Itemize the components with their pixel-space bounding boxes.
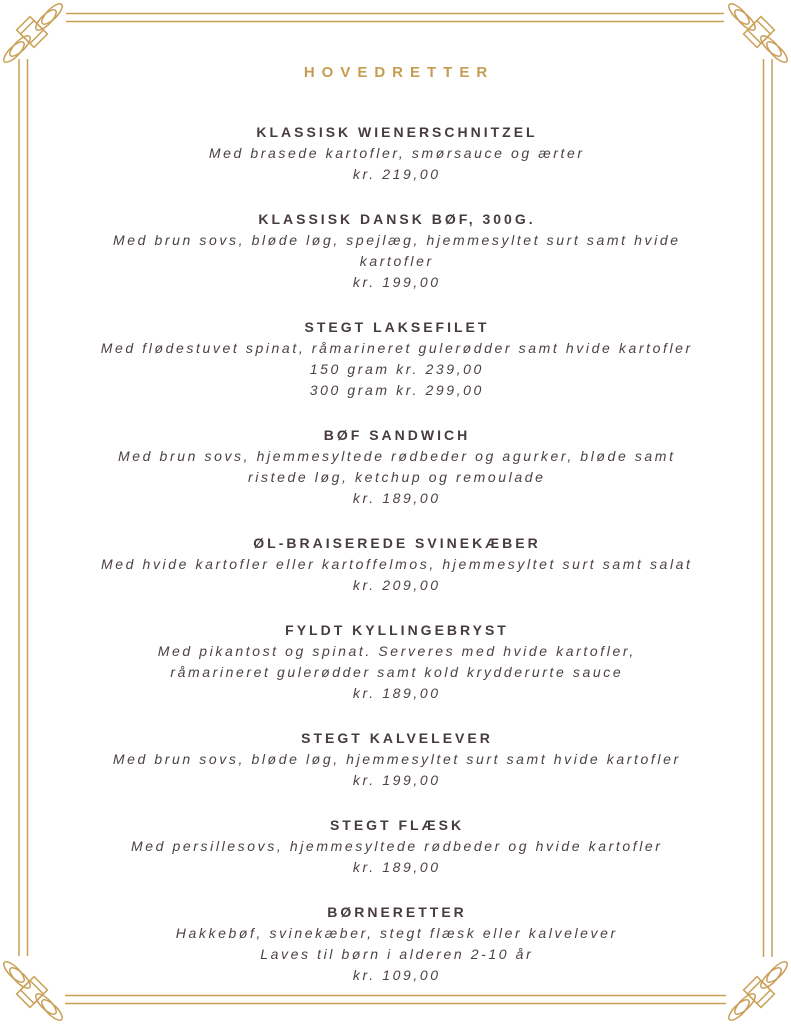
menu-item-name: KLASSISK DANSK BØF, 300G.: [258, 211, 536, 227]
menu-item-price: kr. 219,00: [352, 166, 441, 182]
menu-item-prices: [46, 683, 746, 704]
menu-item-price: kr. 189,00: [352, 685, 441, 701]
menu-item-price: kr. 109,00: [352, 967, 441, 983]
menu-item-description: [46, 641, 746, 683]
menu-item-description: [46, 338, 746, 359]
menu-item-description-line: Med brun sovs, bløde løg, hjemmesyltet surt samt hvide kartofler: [112, 751, 681, 767]
menu-item-price: 300 gram kr. 299,00: [309, 382, 484, 398]
menu-item-name: BØRNERETTER: [327, 904, 467, 920]
menu-item-description-line: kartofler: [359, 253, 434, 269]
menu-item-price: kr. 189,00: [352, 490, 441, 506]
menu-item-description-line: Laves til børn i alderen 2-10 år: [260, 946, 534, 962]
menu-item: [46, 815, 746, 878]
menu-item-description: [46, 923, 746, 965]
menu-item-name: KLASSISK WIENERSCHNITZEL: [256, 124, 538, 140]
menu-item-price: kr. 189,00: [352, 859, 441, 875]
menu-item-name: FYLDT KYLLINGEBRYST: [285, 622, 509, 638]
menu-item-name: STEGT KALVELEVER: [301, 730, 493, 746]
menu-item-prices: [46, 164, 746, 185]
menu-item-name: ØL-BRAISEREDE SVINEKÆBER: [253, 535, 541, 551]
menu-item-description: [46, 554, 746, 575]
page-title: HOVEDRETTER: [303, 64, 495, 81]
menu-item: [46, 533, 746, 596]
menu-item-name: STEGT FLÆSK: [329, 817, 465, 833]
menu-item-description-line: råmarineret gulerødder samt kold krydderurte sauce: [170, 664, 624, 680]
menu-item-description-line: Med persillesovs, hjemmesyltede rødbeder og hvide kartofler: [131, 838, 663, 854]
menu-item-description: [46, 749, 746, 770]
menu-item: [46, 902, 746, 986]
menu-item-price: kr. 209,00: [352, 577, 441, 593]
menu-item-description: [46, 446, 746, 488]
menu-item-price: 150 gram kr. 239,00: [309, 361, 484, 377]
menu-item-description-line: Med pikantost og spinat. Serveres med hvide kartofler,: [157, 643, 636, 659]
menu-item-prices: [46, 488, 746, 509]
menu-item-prices: [46, 575, 746, 596]
menu-item-description: [46, 836, 746, 857]
menu-item-price: kr. 199,00: [352, 274, 441, 290]
menu-item-prices: [46, 857, 746, 878]
menu-items-list: [46, 122, 746, 986]
menu-item: [46, 728, 746, 791]
menu-item-description: [46, 230, 746, 272]
menu-item-price: kr. 199,00: [352, 772, 441, 788]
menu-item: [46, 209, 746, 293]
menu-item: [46, 122, 746, 185]
menu-item-prices: [46, 359, 746, 401]
menu-item-description-line: Med flødestuvet spinat, råmarineret gulerødder samt hvide kartofler: [100, 340, 693, 356]
menu-item-prices: [46, 770, 746, 791]
menu-item-name: BØF SANDWICH: [323, 427, 471, 443]
menu-item-description-line: Med hvide kartofler eller kartoffelmos, hjemmesyltet surt samt salat: [101, 556, 693, 572]
menu-item: [46, 620, 746, 704]
menu-item-description-line: ristede løg, ketchup og remoulade: [248, 469, 546, 485]
menu-item-description-line: Med brun sovs, bløde løg, spejlæg, hjemmesyltet surt samt hvide: [112, 232, 681, 248]
menu-item-description: [46, 143, 746, 164]
menu-item: [46, 425, 746, 509]
menu-item-name: STEGT LAKSEFILET: [304, 319, 490, 335]
menu-item-description-line: Med brasede kartofler, smørsauce og ærter: [208, 145, 585, 161]
menu-item-prices: [46, 965, 746, 986]
menu-item-prices: [46, 272, 746, 293]
menu-item: [46, 317, 746, 401]
menu-item-description-line: Med brun sovs, hjemmesyltede rødbeder og agurker, bløde samt: [118, 448, 676, 464]
menu-item-description-line: Hakkebøf, svinekæber, stegt flæsk eller kalvelever: [175, 925, 618, 941]
